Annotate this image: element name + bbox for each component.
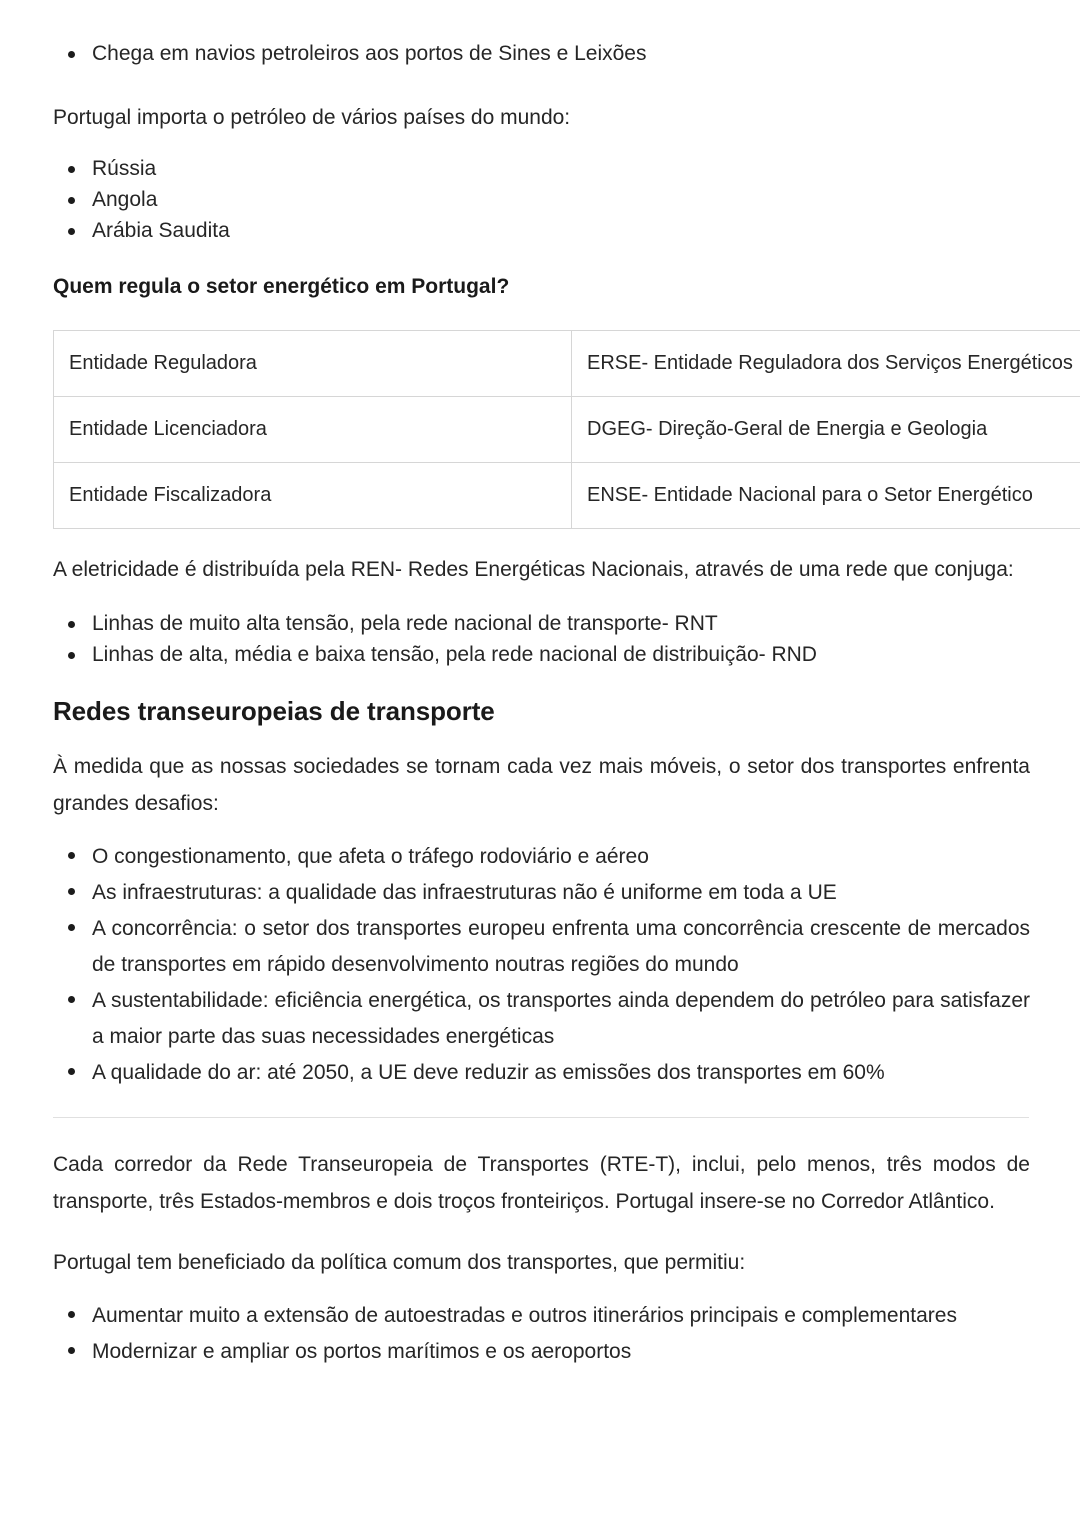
list-item: Rússia	[53, 153, 1030, 184]
spacer	[53, 69, 1030, 99]
list-item: Modernizar e ampliar os portos marítimos e os aeroportos	[53, 1334, 1030, 1370]
spacer	[53, 822, 1030, 839]
spacer	[53, 1220, 1030, 1244]
table-row	[54, 331, 1080, 397]
list-item: Angola	[53, 184, 1030, 215]
rte-t-benefits-intro: Portugal tem beneficiado da política comum dos transportes, que permitiu:	[53, 1251, 746, 1274]
list-item: Chega em navios petroleiros aos portos de Sines e Leixões	[53, 38, 1030, 69]
rte-t-benefits-list	[53, 1298, 1030, 1370]
oil-imports-intro: Portugal importa o petróleo de vários países do mundo:	[53, 106, 571, 129]
oil-import-countries-list	[53, 153, 1030, 246]
list-item: Arábia Saudita	[53, 215, 1030, 246]
transport-networks-intro: À medida que as nossas sociedades se tornam cada vez mais móveis, o setor dos transportes enfrenta grandes desafios:	[53, 755, 1030, 815]
regulation-question: Quem regula o setor energético em Portugal?	[53, 275, 510, 298]
list-item: A concorrência: o setor dos transportes europeu enfrenta uma concorrência crescente de mercados de transportes em rápido desenvolvimento noutras regiões do mundo	[53, 911, 1030, 983]
table-cell-value: ENSE- Entidade Nacional para o Setor Energético	[572, 463, 1080, 529]
spacer	[53, 529, 1030, 551]
document-content	[53, 38, 1073, 1370]
oil-arrival-list	[53, 38, 1030, 69]
table-cell-label: Entidade Licenciadora	[54, 397, 572, 463]
table-row	[54, 463, 1080, 529]
spacer	[53, 246, 1030, 272]
table-cell-label: Entidade Reguladora	[54, 331, 572, 397]
spacer	[53, 728, 1030, 748]
table-cell-label: Entidade Fiscalizadora	[54, 463, 572, 529]
list-item: A sustentabilidade: eficiência energética, os transportes ainda dependem do petróleo para satisfazer a maior parte das suas necessidades energéticas	[53, 983, 1030, 1055]
list-item: Linhas de alta, média e baixa tensão, pela rede nacional de distribuição- RND	[53, 639, 1030, 670]
spacer	[53, 1091, 1030, 1117]
list-item: O congestionamento, que afeta o tráfego rodoviário e aéreo	[53, 839, 1030, 875]
electricity-networks-list	[53, 608, 1030, 670]
list-item: Linhas de muito alta tensão, pela rede nacional de transporte- RNT	[53, 608, 1030, 639]
table-cell-value: ERSE- Entidade Reguladora dos Serviços Energéticos	[572, 331, 1080, 397]
spacer	[53, 588, 1030, 608]
transport-challenges-list	[53, 839, 1030, 1091]
spacer	[53, 136, 1030, 153]
list-item: As infraestruturas: a qualidade das infraestruturas não é uniforme em toda a UE	[53, 875, 1030, 911]
list-item: A qualidade do ar: até 2050, a UE deve reduzir as emissões dos transportes em 60%	[53, 1055, 1030, 1091]
list-item: Aumentar muito a extensão de autoestradas e outros itinerários principais e complementares	[53, 1298, 1030, 1334]
spacer	[53, 670, 1030, 694]
spacer	[53, 302, 1030, 330]
page-title-transport-networks: Redes transeuropeias de transporte	[53, 696, 495, 726]
table-row	[54, 397, 1080, 463]
rte-t-paragraph: Cada corredor da Rede Transeuropeia de Transportes (RTE-T), inclui, pelo menos, três modos de transporte, três Estados-membros e dois troços fronteiriços. Portugal insere-se no Corredor Atlântico.	[53, 1153, 1030, 1213]
table-cell-value: DGEG- Direção-Geral de Energia e Geologia	[572, 397, 1080, 463]
spacer	[53, 1281, 1030, 1298]
regulatory-entities-table	[53, 330, 1080, 529]
spacer	[53, 1118, 1030, 1146]
electricity-intro: A eletricidade é distribuída pela REN- Redes Energéticas Nacionais, através de uma rede que conjuga:	[53, 558, 1014, 581]
